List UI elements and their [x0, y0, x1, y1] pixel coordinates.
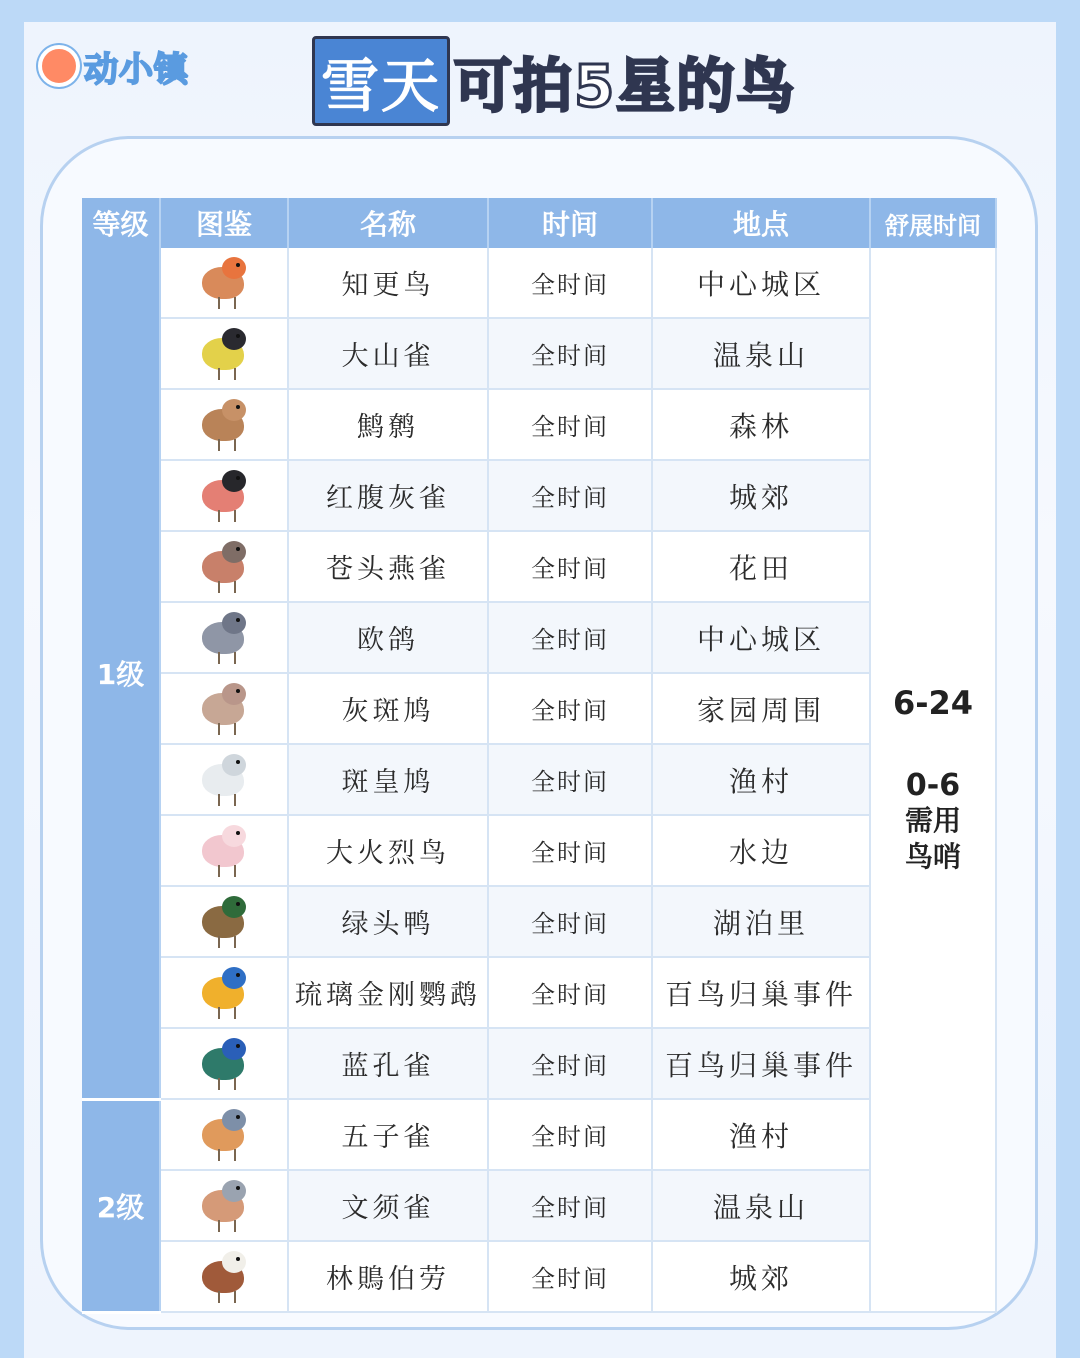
bird-name: 斑皇鸠	[288, 744, 488, 815]
bird-image-cell	[160, 318, 288, 389]
bird-image-cell	[160, 531, 288, 602]
bird-name: 鹪鹩	[288, 389, 488, 460]
table-row	[82, 248, 996, 318]
bird-image-cell	[160, 1241, 288, 1312]
bird-time: 全时间	[488, 673, 652, 744]
comfort-note: 需用鸟哨	[904, 804, 961, 873]
header-image: 图鉴	[160, 198, 288, 248]
bird-time: 全时间	[488, 389, 652, 460]
wren-icon	[192, 395, 256, 455]
table-row	[82, 815, 996, 886]
collared-dove-icon	[192, 679, 256, 739]
bird-image-cell	[160, 248, 288, 318]
comfort-main: 6-24	[892, 684, 974, 722]
flamingo-icon	[192, 821, 256, 881]
table-row	[82, 957, 996, 1028]
bird-place: 渔村	[652, 744, 870, 815]
bird-time: 全时间	[488, 957, 652, 1028]
bird-image-cell	[160, 460, 288, 531]
bird-image-cell	[160, 886, 288, 957]
header-place: 地点	[652, 198, 870, 248]
bird-name: 大火烈鸟	[288, 815, 488, 886]
bird-place: 城郊	[652, 1241, 870, 1312]
bird-name: 林鵙伯劳	[288, 1241, 488, 1312]
bird-time: 全时间	[488, 1099, 652, 1170]
bird-place: 温泉山	[652, 1170, 870, 1241]
logo-text: 动小镇	[84, 49, 189, 90]
great-tit-icon	[192, 324, 256, 384]
bird-time: 全时间	[488, 1241, 652, 1312]
bird-place: 温泉山	[652, 318, 870, 389]
app-logo	[38, 38, 198, 94]
bird-image-cell	[160, 815, 288, 886]
table-row	[82, 602, 996, 673]
table-row	[82, 673, 996, 744]
imperial-pigeon-icon	[192, 750, 256, 810]
header-level: 等级	[82, 198, 160, 248]
bird-image-cell	[160, 1099, 288, 1170]
table-row	[82, 1028, 996, 1099]
bird-place: 中心城区	[652, 602, 870, 673]
bird-name: 苍头燕雀	[288, 531, 488, 602]
table-row	[82, 1099, 996, 1170]
shrike-icon	[192, 1247, 256, 1307]
macaw-icon	[192, 963, 256, 1023]
bird-image-cell	[160, 602, 288, 673]
nuthatch-icon	[192, 1105, 256, 1165]
header-time: 时间	[488, 198, 652, 248]
mallard-icon	[192, 892, 256, 952]
header-name: 名称	[288, 198, 488, 248]
table-row	[82, 318, 996, 389]
bird-time: 全时间	[488, 460, 652, 531]
table-row	[82, 744, 996, 815]
bird-place: 渔村	[652, 1099, 870, 1170]
bird-time: 全时间	[488, 602, 652, 673]
bird-name: 五子雀	[288, 1099, 488, 1170]
bird-name: 知更鸟	[288, 248, 488, 318]
level-cell: 1级	[82, 248, 160, 1099]
bird-place: 水边	[652, 815, 870, 886]
bird-place: 湖泊里	[652, 886, 870, 957]
title-rest: 可拍5星的鸟	[454, 52, 797, 120]
table-row	[82, 531, 996, 602]
bird-image-cell	[160, 957, 288, 1028]
bird-name: 大山雀	[288, 318, 488, 389]
table-row	[82, 460, 996, 531]
bird-table	[82, 198, 997, 1314]
comfort-time-cell	[870, 248, 996, 1312]
bird-name: 文须雀	[288, 1170, 488, 1241]
bearded-reedling-icon	[192, 1176, 256, 1236]
bird-image-cell	[160, 1028, 288, 1099]
bird-place: 花田	[652, 531, 870, 602]
table-row	[82, 1170, 996, 1241]
bird-time: 全时间	[488, 531, 652, 602]
heart-icon	[38, 45, 80, 87]
bird-place: 百鸟归巢事件	[652, 1028, 870, 1099]
bird-name: 绿头鸭	[288, 886, 488, 957]
bird-place: 森林	[652, 389, 870, 460]
bullfinch-icon	[192, 466, 256, 526]
bird-place: 中心城区	[652, 248, 870, 318]
bird-time: 全时间	[488, 318, 652, 389]
bird-name: 欧鸽	[288, 602, 488, 673]
peacock-icon	[192, 1034, 256, 1094]
bird-image-cell	[160, 673, 288, 744]
bird-time: 全时间	[488, 744, 652, 815]
robin-icon	[192, 253, 256, 313]
bird-time: 全时间	[488, 248, 652, 318]
level-cell: 2级	[82, 1099, 160, 1312]
stock-dove-icon	[192, 608, 256, 668]
bird-time: 全时间	[488, 1170, 652, 1241]
bird-name: 灰斑鸠	[288, 673, 488, 744]
bird-place: 百鸟归巢事件	[652, 957, 870, 1028]
comfort-alt: 0-6	[905, 768, 961, 803]
bird-name: 蓝孔雀	[288, 1028, 488, 1099]
bird-image-cell	[160, 389, 288, 460]
title-highlight: 雪天	[312, 36, 450, 126]
bird-time: 全时间	[488, 815, 652, 886]
table-body	[82, 248, 996, 1312]
bird-name: 琉璃金刚鹦鹉	[288, 957, 488, 1028]
bird-place: 城郊	[652, 460, 870, 531]
header-comfort: 舒展时间	[870, 198, 996, 248]
table-header-row	[82, 198, 996, 248]
bird-time: 全时间	[488, 886, 652, 957]
bird-image-cell	[160, 1170, 288, 1241]
table-row	[82, 886, 996, 957]
chaffinch-icon	[192, 537, 256, 597]
bird-name: 红腹灰雀	[288, 460, 488, 531]
table-row	[82, 1241, 996, 1312]
bird-place: 家园周围	[652, 673, 870, 744]
bird-image-cell	[160, 744, 288, 815]
bird-time: 全时间	[488, 1028, 652, 1099]
table-row	[82, 389, 996, 460]
page-title	[312, 44, 798, 118]
